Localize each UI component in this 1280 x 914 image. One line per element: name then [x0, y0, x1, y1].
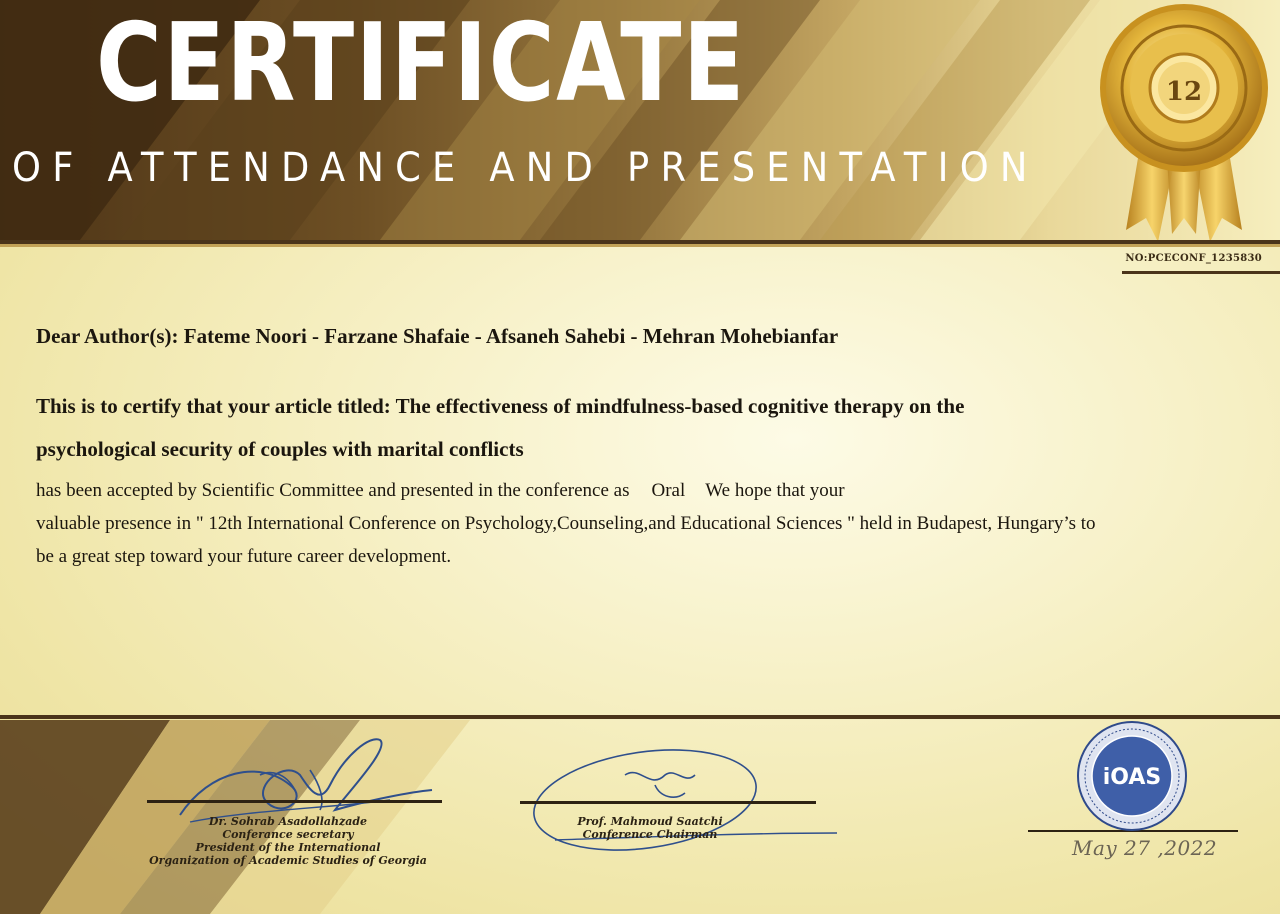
secretary-president: President of the International	[195, 841, 381, 854]
badge-number: 12	[1165, 77, 1203, 107]
secretary-name: Dr. Sohrab Asadollahzade	[208, 815, 368, 828]
chairman-role: Conference Chairman	[582, 828, 718, 841]
award-badge-icon	[1096, 4, 1272, 244]
chairman-block	[545, 815, 755, 841]
secretary-signature-line	[147, 800, 442, 803]
secretary-role: Conferance secretary	[222, 828, 354, 841]
article-title-line2: psychological security of couples with marital conflicts	[36, 437, 524, 461]
chairman-signature-icon	[525, 745, 845, 865]
acceptance-line	[36, 480, 845, 502]
certificate-title: CERTIFICATE	[96, 1, 746, 126]
presentation-type: Oral	[651, 480, 686, 501]
authors-line	[36, 324, 838, 349]
acceptance-text: has been accepted by Scientific Committee and presented in the conference as	[36, 480, 630, 501]
issue-date: May 27 ,2022	[1072, 836, 1218, 860]
certify-line	[36, 394, 964, 419]
article-title-line1: The effectiveness of mindfulness-based cognitive therapy on the	[395, 394, 965, 418]
header-band	[0, 0, 1280, 240]
certificate-number: NO:PCECONF_1235830	[1125, 253, 1262, 264]
chairman-signature-line	[520, 801, 816, 804]
header-rule-gold	[0, 244, 1280, 247]
hope-text: We hope that your	[705, 480, 845, 501]
career-line: be a great step toward your future career development.	[36, 546, 452, 567]
footer-rule	[0, 715, 1280, 719]
certificate-subtitle: OF ATTENDANCE AND PRESENTATION	[12, 145, 1039, 191]
chairman-name: Prof. Mahmoud Saatchi	[577, 815, 723, 828]
dear-label: Dear Author(s):	[36, 324, 179, 348]
authors: Fateme Noori - Farzane Shafaie - Afsaneh Sahebi - Mehran Mohebianfar	[183, 324, 839, 348]
certify-label: This is to certify that your article titled:	[36, 394, 391, 418]
secretary-organization: Organization of Academic Studies of Georgia	[149, 854, 427, 867]
ioas-seal-icon	[1076, 720, 1188, 832]
conference-line: valuable presence in " 12th International Conference on Psychology,Counseling,and Educational Sciences " held in Budapest, Hungary’s to	[36, 513, 1096, 534]
seal-acronym: iOAS	[1102, 765, 1162, 790]
secretary-block	[138, 815, 438, 867]
certificate-number-underline	[1122, 271, 1280, 274]
